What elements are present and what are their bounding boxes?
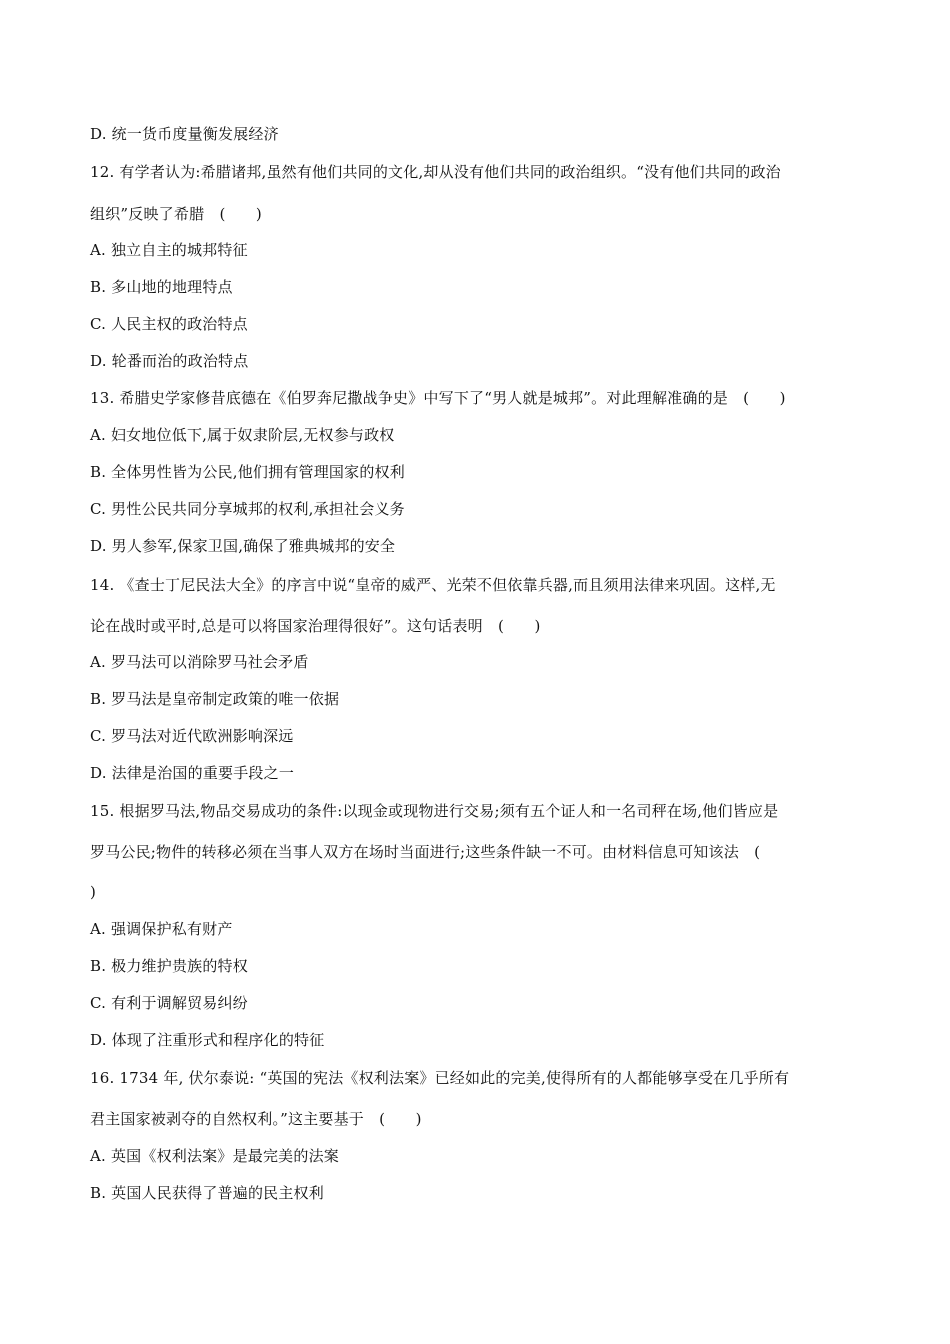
option-12-c: C. 人民主权的政治特点 [90,315,248,333]
option-15-b: B. 极力维护贵族的特权 [90,957,248,975]
question-14-text-cont: 论在战时或平时,总是可以将国家治理得很好”。这句话表明 ( ) [90,617,541,635]
option-16-a: A. 英国《权利法案》是最完美的法案 [90,1147,339,1165]
question-16-text: 16. 1734 年, 伏尔泰说: “英国的宪法《权利法案》已经如此的完美,使得所有的人都能够享受在几乎所有 [90,1069,790,1087]
option-13-c: C. 男性公民共同分享城邦的权利,承担社会义务 [90,500,405,518]
option-14-b: B. 罗马法是皇帝制定政策的唯一依据 [90,690,340,708]
option-14-a: A. 罗马法可以消除罗马社会矛盾 [90,653,309,671]
question-16-text-cont: 君主国家被剥夺的自然权利。”这主要基于 ( ) [90,1110,422,1128]
question-15-text-cont: 罗马公民;物件的转移必须在当事人双方在场时当面进行;这些条件缺一不可。由材料信息可知该法 ( [90,843,761,861]
question-15-paren: ) [90,883,97,901]
option-13-d: D. 男人参军,保家卫国,确保了雅典城邦的安全 [90,537,396,555]
option-15-c: C. 有利于调解贸易纠纷 [90,994,248,1012]
question-15-text: 15. 根据罗马法,物品交易成功的条件:以现金或现物进行交易;须有五个证人和一名司秤在场,他们皆应是 [90,802,779,820]
option-12-a: A. 独立自主的城邦特征 [90,241,248,259]
option-14-d: D. 法律是治国的重要手段之一 [90,764,295,782]
option-12-b: B. 多山地的地理特点 [90,278,233,296]
option-15-a: A. 强调保护私有财产 [90,920,233,938]
option-12-d: D. 轮番而治的政治特点 [90,352,249,370]
option-11-d: D. 统一货币度量衡发展经济 [90,125,279,143]
option-14-c: C. 罗马法对近代欧洲影响深远 [90,727,294,745]
question-12-text: 12. 有学者认为:希腊诸邦,虽然有他们共同的文化,却从没有他们共同的政治组织。“没有他们共同的政治 [90,163,781,181]
option-16-b: B. 英国人民获得了普遍的民主权利 [90,1184,324,1202]
question-14-text: 14. 《查士丁尼民法大全》的序言中说“皇帝的威严、光荣不但依靠兵器,而且须用法律来巩固。这样,无 [90,576,776,594]
option-13-b: B. 全体男性皆为公民,他们拥有管理国家的权利 [90,463,405,481]
option-13-a: A. 妇女地位低下,属于奴隶阶层,无权参与政权 [90,426,395,444]
option-15-d: D. 体现了注重形式和程序化的特征 [90,1031,325,1049]
question-12-text-cont: 组织”反映了希腊 ( ) [90,205,262,223]
question-13-text: 13. 希腊史学家修昔底德在《伯罗奔尼撒战争史》中写下了“男人就是城邦”。对此理解准确的是 ( ) [90,389,786,407]
